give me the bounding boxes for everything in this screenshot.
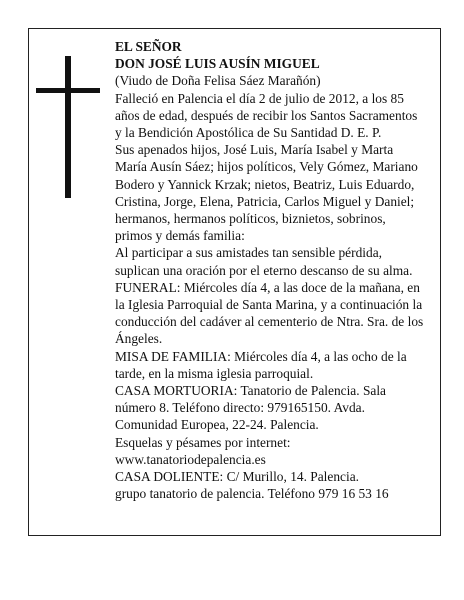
deceased-name: DON JOSÉ LUIS AUSÍN MIGUEL bbox=[115, 56, 320, 72]
cross-vertical-bar bbox=[65, 56, 71, 198]
heading-title: EL SEÑOR bbox=[115, 39, 182, 54]
family-list: Sus apenados hijos, José Luis, María Isabel y Marta María Ausín Sáez; hijos políticos, Vely Gómez, Mariano Bodero y Yannick Krzak; nietos, Beatriz, Luis Eduardo, Cristina, Jorge, Elena, Patricia, Carlos Miguel y Daniel; hermanos, hermanos políticos, biznietos, sobrinos, primos y demás familia: bbox=[115, 142, 418, 244]
widower-note: (Viudo de Doña Felisa Sáez Marañón) bbox=[115, 73, 321, 89]
online-condolences-url: www.tanatoriodepalencia.es bbox=[115, 451, 266, 467]
cross-horizontal-bar bbox=[36, 88, 100, 93]
notice-text bbox=[115, 38, 425, 502]
family-mass-info: MISA DE FAMILIA: Miércoles día 4, a las ocho de la tarde, en la misma iglesia parroquial. bbox=[115, 348, 407, 381]
mortuary-info: CASA MORTUORIA: Tanatorio de Palencia. Sala número 8. Teléfono directo: 979165150. Avda. Comunidad Europea, 22-24. Palencia. bbox=[115, 383, 386, 433]
online-condolences-label: Esquelas y pésames por internet: bbox=[115, 434, 291, 450]
funeral-info: FUNERAL: Miércoles día 4, a las doce de la mañana, en la Iglesia Parroquial de Santa Marina, y a continuación la conducción del cadáver al cementerio de Ntra. Sra. de los Ángeles. bbox=[115, 279, 424, 347]
cross-icon bbox=[36, 56, 100, 198]
funeral-home-footer: grupo tanatorio de palencia. Teléfono 979 16 53 16 bbox=[115, 486, 389, 502]
mourning-home-info: CASA DOLIENTE: C/ Murillo, 14. Palencia. bbox=[115, 469, 359, 485]
death-announcement: Falleció en Palencia el día 2 de julio de 2012, a los 85 años de edad, después de recibir los Santos Sacramentos y la Bendición Apostólica de Su Santidad D. E. P. bbox=[115, 90, 418, 141]
prayer-request: Al participar a sus amistades tan sensible pérdida, suplican una oración por el eterno descanso de su alma. bbox=[115, 245, 413, 278]
